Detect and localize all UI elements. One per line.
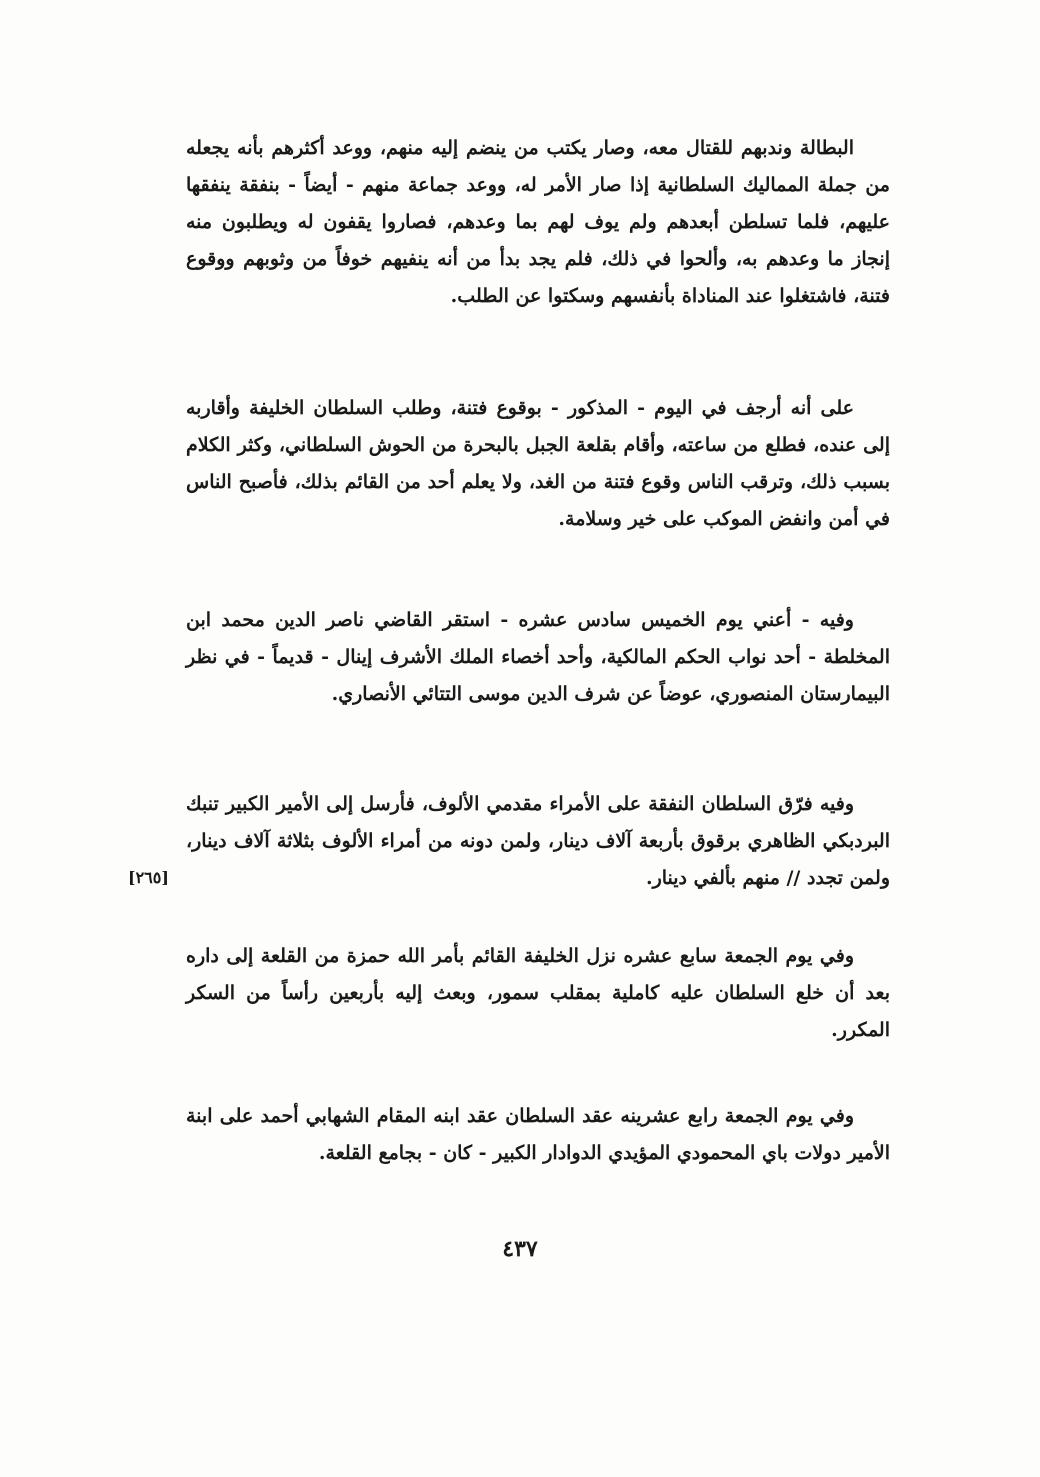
paragraph-3-text: وفيه - أعني يوم الخميس سادس عشره - استقر القاضي ناصر الدين محمد ابن المخلطة - أحد نواب الحكم المالكية، وأحد أخصاء الملك الأشرف إينال - قديماً - في نظر البيمارستان المنصوري، عوضاً عن شرف الدين موسى التتائي الأنصاري. (186, 609, 890, 705)
paragraph-5-text: وفي يوم الجمعة سابع عشره نزل الخليفة القائم بأمر الله حمزة من القلعة إلى داره بعد أن خلع السلطان عليه كاملية بمقلب سمور، وبعث إليه بأربعين رأساً من السكر المكرر. (186, 945, 890, 1041)
paragraph-1-text: البطالة وندبهم للقتال معه، وصار يكتب من ينضم إليه منهم، ووعد أكثرهم بأنه يجعله من جملة المماليك السلطانية إذا صار الأمر له، ووعد جماعة منهم - أيضاً - بنفقة ينفقها عليهم، فلما تسلطن أبعدهم ولم يوف لهم بما وعدهم، فصاروا يقفون له ويطلبون منه إنجاز ما وعدهم به، وألحوا في ذلك، فلم يجد بدأ من أنه ينفيهم خوفاً من وثوبهم ووقوع فتنة، فاشتغلوا عند المناداة بأنفسهم وسكتوا عن الطلب. (186, 137, 890, 307)
paragraph-6 (186, 1098, 890, 1172)
page-number: ٤٣٧ (502, 1236, 538, 1262)
margin-page-reference: [٢٦٥] (128, 868, 169, 887)
paragraph-6-text: وفي يوم الجمعة رابع عشرينه عقد السلطان عقد ابنه المقام الشهابي أحمد على ابنة الأمير دولات باي المحمودي المؤيدي الدوادار الكبير - كان - بجامع القلعة. (186, 1105, 890, 1164)
paragraph-1 (186, 130, 890, 315)
paragraph-3 (186, 602, 890, 713)
paragraph-2-text: على أنه أرجف في اليوم - المذكور - بوقوع فتنة، وطلب السلطان الخليفة وأقاربه إلى عنده، فطلع من ساعته، وأقام بقلعة الجبل بالبحرة من الحوش السلطاني، وكثر الكلام بسبب ذلك، وترقب الناس وقوع فتنة من الغد، ولا يعلم أحد من القائم بذلك، فأصبح الناس في أمن وانفض الموكب على خير وسلامة. (186, 397, 890, 530)
paragraph-2 (186, 390, 890, 538)
paragraph-4-text: وفيه فرّق السلطان النفقة على الأمراء مقدمي الألوف، فأرسل إلى الأمير الكبير تنبك البردبكي الظاهري برقوق بأربعة آلاف دينار، ولمن دونه من أمراء الألوف بثلاثة آلاف دينار، ولمن تجدد // منهم بألفي دينار. (186, 793, 890, 889)
paragraph-4 (186, 786, 890, 897)
paragraph-5 (186, 938, 890, 1049)
